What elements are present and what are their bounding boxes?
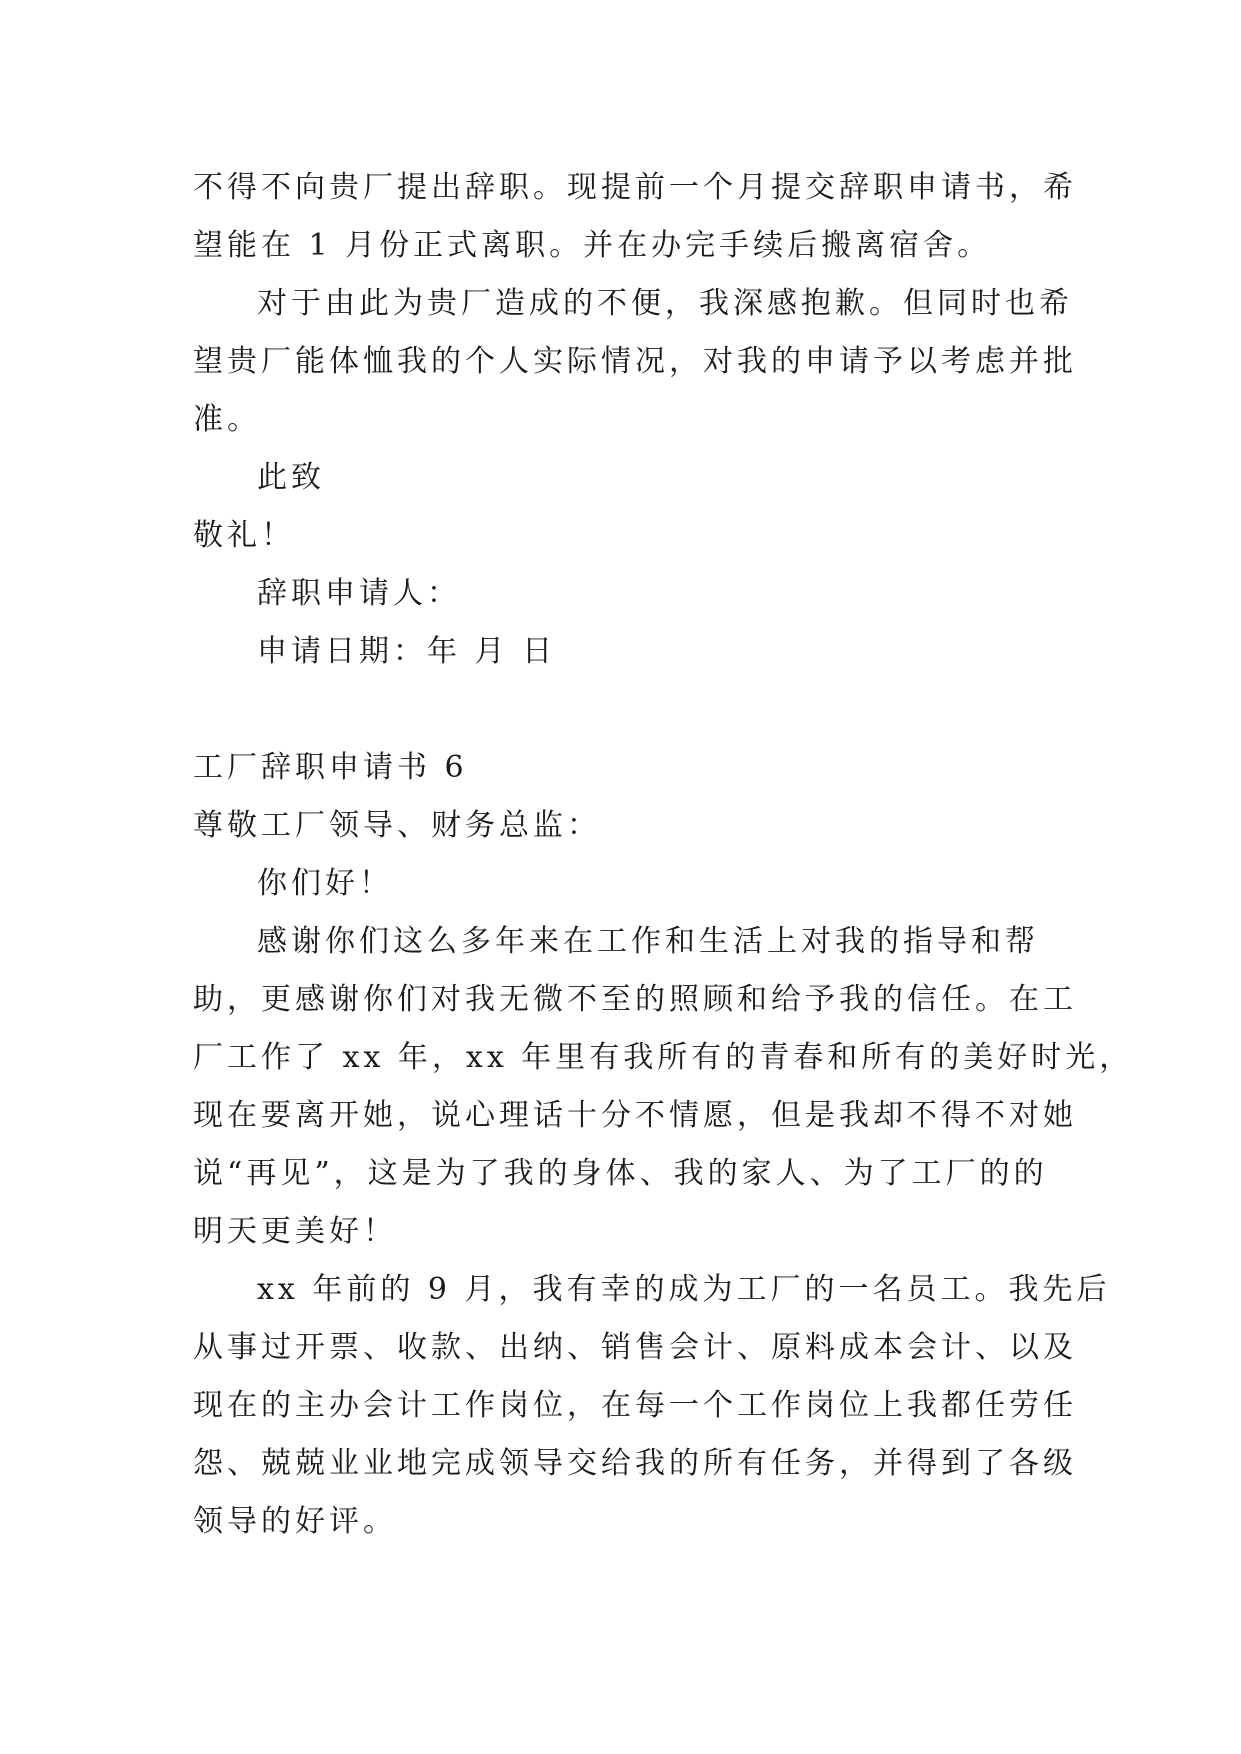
paragraph-line: 对于由此为贵厂造成的不便，我深感抱歉。但同时也希	[257, 286, 1073, 321]
section-title: 工厂辞职申请书 6	[193, 750, 468, 785]
signature-label: 辞职申请人：	[257, 576, 461, 611]
paragraph-line: 说“再见”，这是为了我的身体、我的家人、为了工厂的的	[193, 1156, 1048, 1191]
date-label: 申请日期：年 月 日	[257, 634, 557, 669]
paragraph-line: 现在要离开她，说心理话十分不情愿，但是我却不得不对她	[193, 1098, 1077, 1133]
salutation-closing: 敬礼！	[193, 518, 295, 553]
paragraph-line: 感谢你们这么多年来在工作和生活上对我的指导和帮	[257, 924, 1039, 959]
paragraph-line: 助，更感谢你们对我无微不至的照顾和给予我的信任。在工	[193, 982, 1077, 1017]
paragraph-line: 怨、兢兢业业地完成领导交给我的所有任务，并得到了各级	[193, 1446, 1077, 1481]
paragraph-line: 从事过开票、收款、出纳、销售会计、原料成本会计、以及	[193, 1330, 1077, 1365]
paragraph-line: 望贵厂能体恤我的个人实际情况，对我的申请予以考虑并批	[193, 344, 1077, 379]
addressee: 尊敬工厂领导、财务总监：	[193, 808, 601, 843]
paragraph-line: 现在的主办会计工作岗位，在每一个工作岗位上我都任劳任	[193, 1388, 1077, 1423]
paragraph-line: 不得不向贵厂提出辞职。现提前一个月提交辞职申请书，希	[193, 170, 1077, 205]
paragraph-line: xx 年前的 9 月，我有幸的成为工厂的一名员工。我先后	[257, 1272, 1111, 1307]
paragraph-line: 明天更美好！	[193, 1214, 397, 1249]
paragraph-line: 准。	[193, 402, 261, 437]
closing-phrase: 此致	[257, 460, 325, 495]
paragraph-line: 望能在 1 月份正式离职。并在办完手续后搬离宿舍。	[193, 228, 992, 263]
paragraph-line: 厂工作了 xx 年，xx 年里有我所有的青春和所有的美好时光，	[193, 1040, 1134, 1075]
paragraph-line: 领导的好评。	[193, 1504, 397, 1539]
greeting: 你们好！	[257, 866, 393, 901]
